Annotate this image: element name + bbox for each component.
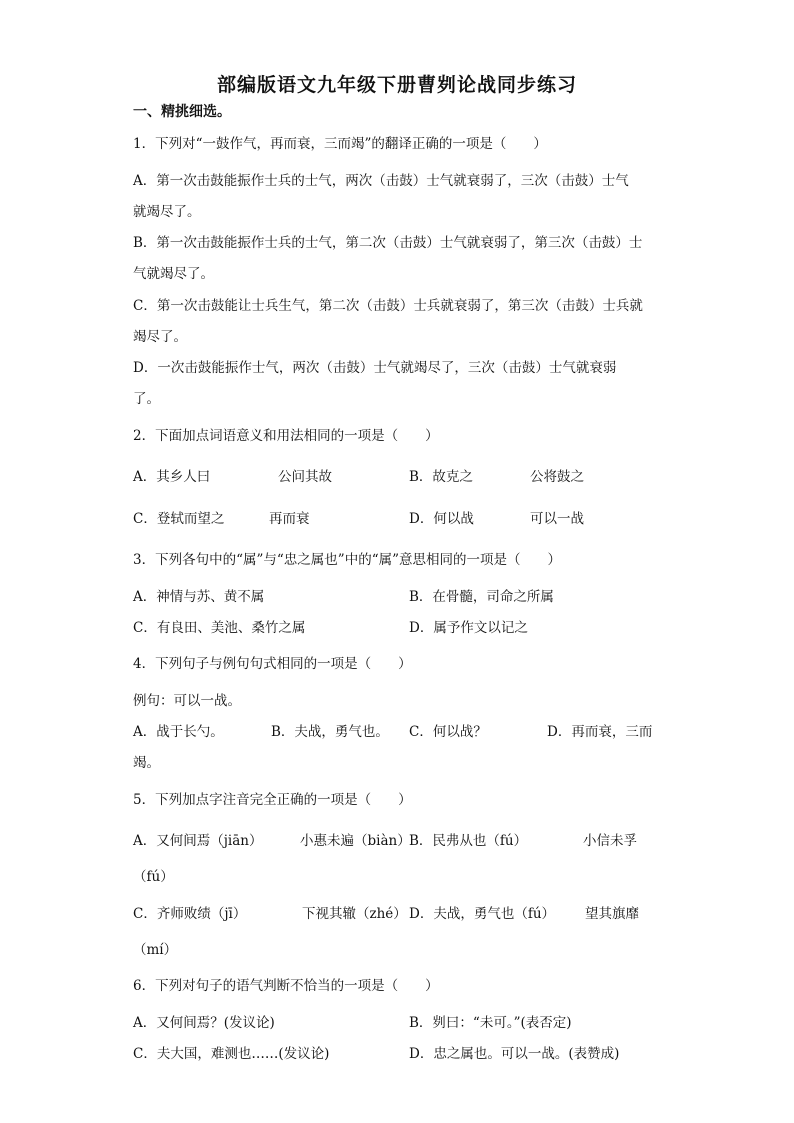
q1-option-b-line1: B．第一次击鼓能振作士兵的士气，第二次（击鼓）士气就衰弱了，第三次（击鼓）士 [133,235,643,251]
q4-option-d-line2: 竭。 [133,755,160,771]
q6-option-b: B．刿曰：“未可。”(表否定) [409,1015,572,1031]
q3-option-a: A．神情与苏、黄不属 [133,589,265,605]
q6-stem: 6．下列对句子的语气判断不恰当的一项是（ ） [133,978,439,994]
q2-option-a-left: A．其乡人曰 [133,469,211,485]
q2-stem: 2．下面加点词语意义和用法相同的一项是（ ） [133,428,439,444]
q1-option-d-line2: 了。 [133,391,160,407]
q3-option-d: D．属予作文以记之 [409,620,528,636]
q5-option-b-tail: （fú） [133,869,174,885]
q6-option-a: A．又何间焉？(发议论) [133,1015,275,1031]
q2-option-c-right: 再而衰 [269,511,310,527]
q5-option-d-left: D．夫战，勇气也（fú） [409,906,556,922]
q2-option-a-right: 公问其故 [278,469,332,485]
q4-stem: 4．下列句子与例句句式相同的一项是（ ） [133,656,412,672]
q1-option-c-line1: C．第一次击鼓能让士兵生气，第二次（击鼓）士兵就衰弱了，第三次（击鼓）士兵就 [133,298,643,314]
q1-option-c-line2: 竭尽了。 [133,329,187,345]
q6-option-d: D．忠之属也。可以一战。(表赞成) [409,1046,620,1062]
q2-option-c-left: C．登轼而望之 [133,511,225,527]
section-heading: 一、精挑细选。 [133,104,231,120]
q1-stem: 1．下列对“一鼓作气，再而衰，三而竭”的翻译正确的一项是（ ） [133,136,547,152]
q4-option-a: A．战于长勺。 [133,724,224,740]
q5-option-a-left: A．又何间焉（jiān） [133,833,263,849]
q5-option-d-right: 望其旗靡 [585,906,639,922]
q4-example: 例句：可以一战。 [133,693,241,709]
q2-option-d-left: D．何以战 [409,511,474,527]
q5-stem: 5．下列加点字注音完全正确的一项是（ ） [133,792,412,808]
q3-option-b: B．在骨髓，司命之所属 [409,589,554,605]
q4-option-c: C．何以战？ [409,724,487,740]
q1-option-b-line2: 气就竭尽了。 [133,266,214,282]
q5-option-a-right: 小惠未遍（biàn） [300,833,411,849]
q5-option-b-right: 小信未孚 [583,833,637,849]
q3-option-c: C．有良田、美池、桑竹之属 [133,620,306,636]
q5-option-d-tail: （mí） [133,942,178,958]
q2-option-d-right: 可以一战 [530,511,584,527]
q5-option-b-left: B．民弗从也（fú） [409,833,528,849]
q2-option-b-left: B．故克之 [409,469,473,485]
q1-option-d-line1: D．一次击鼓能振作士气，两次（击鼓）士气就竭尽了，三次（击鼓）士气就衰弱 [133,360,617,376]
q4-option-d: D．再而衰，三而 [547,724,653,740]
q6-option-c: C．夫大国，难测也……(发议论) [133,1046,330,1062]
q3-stem: 3．下列各句中的“属”与“忠之属也”中的“属”意思相同的一项是（ ） [133,552,561,568]
q1-option-a-line2: 就竭尽了。 [133,204,201,220]
q5-option-c-left: C．齐师败绩（jī） [133,906,247,922]
q2-option-b-right: 公将鼓之 [530,469,584,485]
page-title: 部编版语文九年级下册曹刿论战同步练习 [216,74,577,96]
q5-option-c-right: 下视其辙（zhé） [302,906,407,922]
q4-option-b: B．夫战，勇气也。 [271,724,389,740]
q1-option-a-line1: A．第一次击鼓能振作士兵的士气，两次（击鼓）士气就衰弱了，三次（击鼓）士气 [133,173,629,189]
